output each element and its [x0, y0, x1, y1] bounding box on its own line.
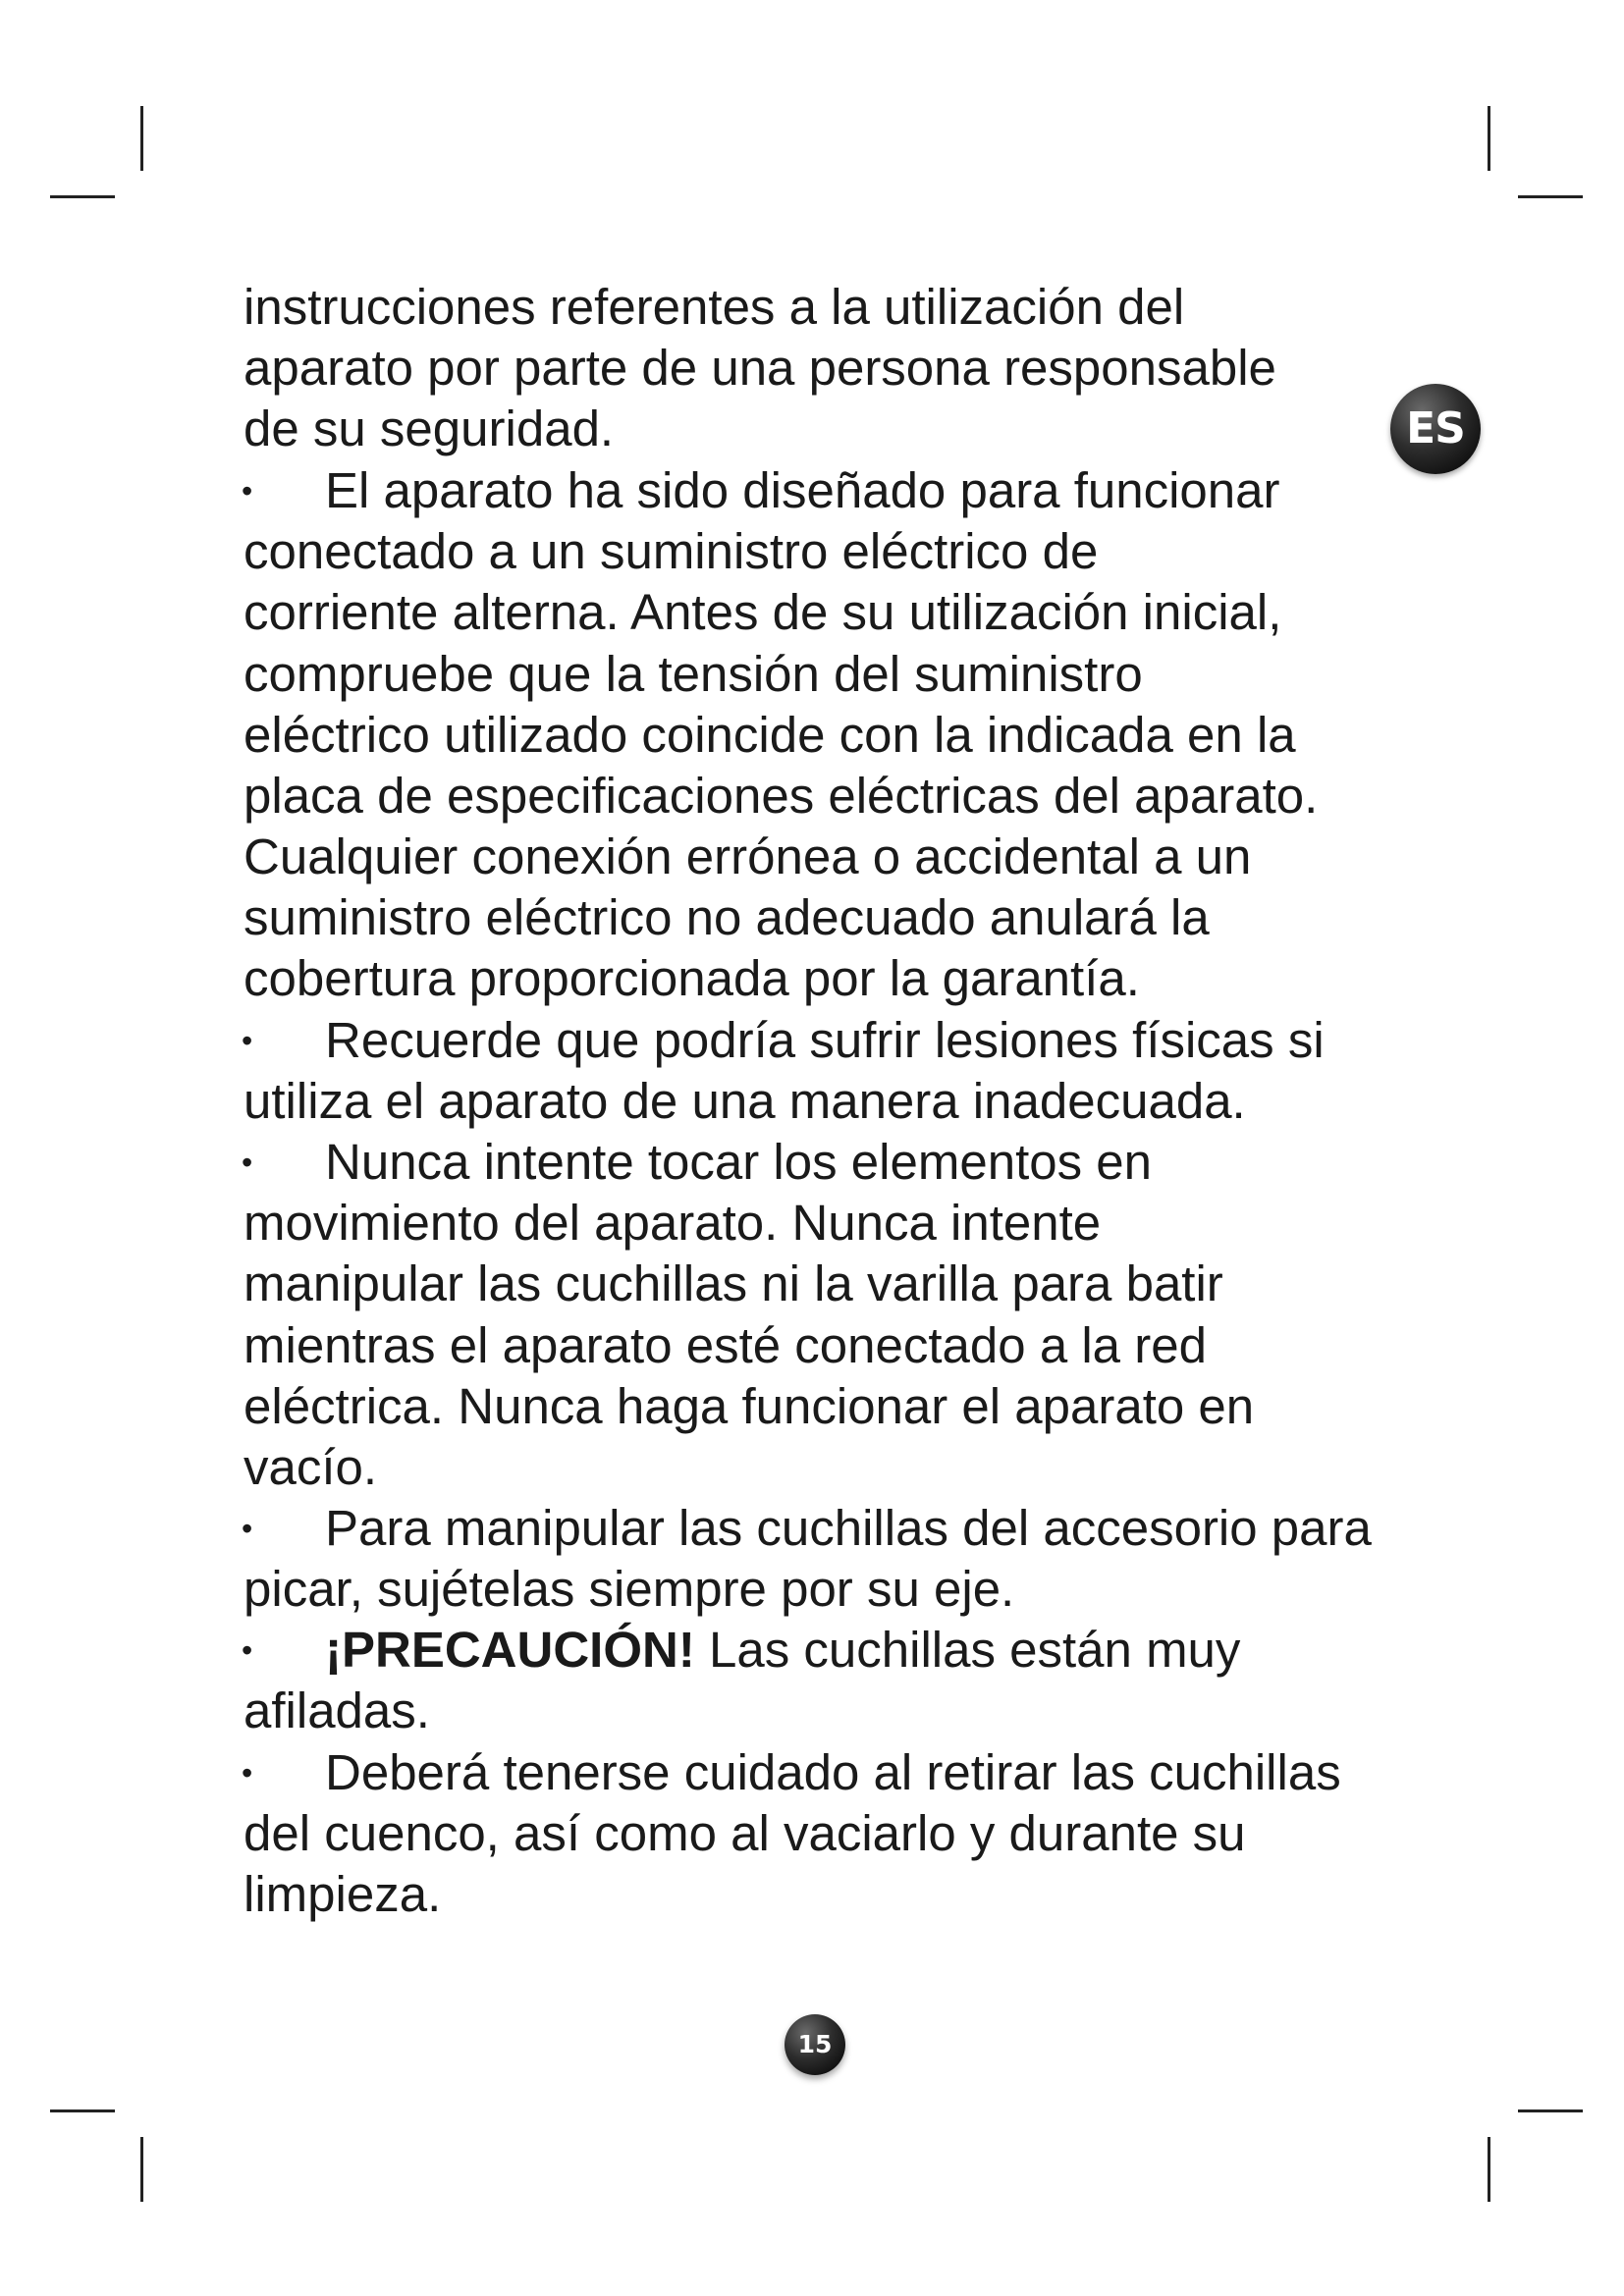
bullet-line: placa de especificaciones eléctricas del aparato. — [244, 768, 1319, 824]
bullet-line: utiliza el aparato de una manera inadecuada. — [244, 1073, 1246, 1129]
crop-mark-bottom-left-horizontal — [50, 2109, 115, 2112]
bullet-marker: • — [242, 1023, 253, 1058]
bullet-line: cobertura proporcionada por la garantía. — [244, 950, 1140, 1006]
bullet-marker: • — [242, 473, 253, 508]
crop-mark-top-right-vertical — [1488, 106, 1490, 171]
bullet-line: movimiento del aparato. Nunca intente — [244, 1195, 1102, 1251]
bullet-line: compruebe que la tensión del suministro — [244, 646, 1143, 702]
crop-mark-top-left-vertical — [140, 106, 143, 171]
bullet-first-line: El aparato ha sido diseñado para funcionar — [325, 462, 1280, 518]
bullet-first-line: Recuerde que podría sufrir lesiones físicas si — [325, 1012, 1325, 1068]
caution-label: ¡PRECAUCIÓN! — [325, 1622, 695, 1678]
bullet-line: corriente alterna. Antes de su utilización inicial, — [244, 584, 1282, 640]
crop-mark-bottom-left-vertical — [140, 2137, 143, 2202]
bullet-line: Cualquier conexión errónea o accidental a un — [244, 828, 1252, 884]
crop-mark-bottom-right-horizontal — [1518, 2109, 1583, 2112]
crop-mark-top-right-horizontal — [1518, 195, 1583, 198]
language-badge: ES — [1390, 384, 1481, 474]
intro-line: instrucciones referentes a la utilización del — [244, 279, 1185, 335]
bullet-first-line: Para manipular las cuchillas del accesorio para — [325, 1500, 1372, 1556]
bullet-line: picar, sujételas siempre por su eje. — [244, 1561, 1015, 1617]
bullet-line: limpieza. — [244, 1866, 442, 1922]
bullet-line: conectado a un suministro eléctrico de — [244, 523, 1099, 579]
bullet-line: afiladas. — [244, 1682, 430, 1738]
bullet-line: suministro eléctrico no adecuado anulará la — [244, 889, 1210, 945]
bullet-line: mientras el aparato esté conectado a la red — [244, 1317, 1207, 1373]
bullet-first-line — [325, 1620, 1240, 1681]
crop-mark-bottom-right-vertical — [1488, 2137, 1490, 2202]
page-number-badge: 15 — [785, 2014, 845, 2075]
bullet-first-line: Deberá tenerse cuidado al retirar las cuchillas — [325, 1744, 1341, 1800]
intro-line: aparato por parte de una persona responsable — [244, 340, 1276, 396]
intro-line: de su seguridad. — [244, 400, 615, 456]
bullet-line: eléctrico utilizado coincide con la indicada en la — [244, 707, 1296, 763]
bullet-marker: • — [242, 1755, 253, 1790]
bullet-marker: • — [242, 1632, 253, 1668]
bullet-line: del cuenco, así como al vaciarlo y durante su — [244, 1805, 1246, 1861]
bullet-line: manipular las cuchillas ni la varilla para batir — [244, 1255, 1223, 1311]
bullet-line: eléctrica. Nunca haga funcionar el aparato en — [244, 1378, 1255, 1434]
crop-mark-top-left-horizontal — [50, 195, 115, 198]
bullet-marker: • — [242, 1511, 253, 1546]
bullet-first-line: Nunca intente tocar los elementos en — [325, 1134, 1152, 1190]
bullet-marker: • — [242, 1145, 253, 1180]
caution-text: Las cuchillas están muy — [694, 1622, 1241, 1678]
bullet-line: vacío. — [244, 1439, 378, 1495]
